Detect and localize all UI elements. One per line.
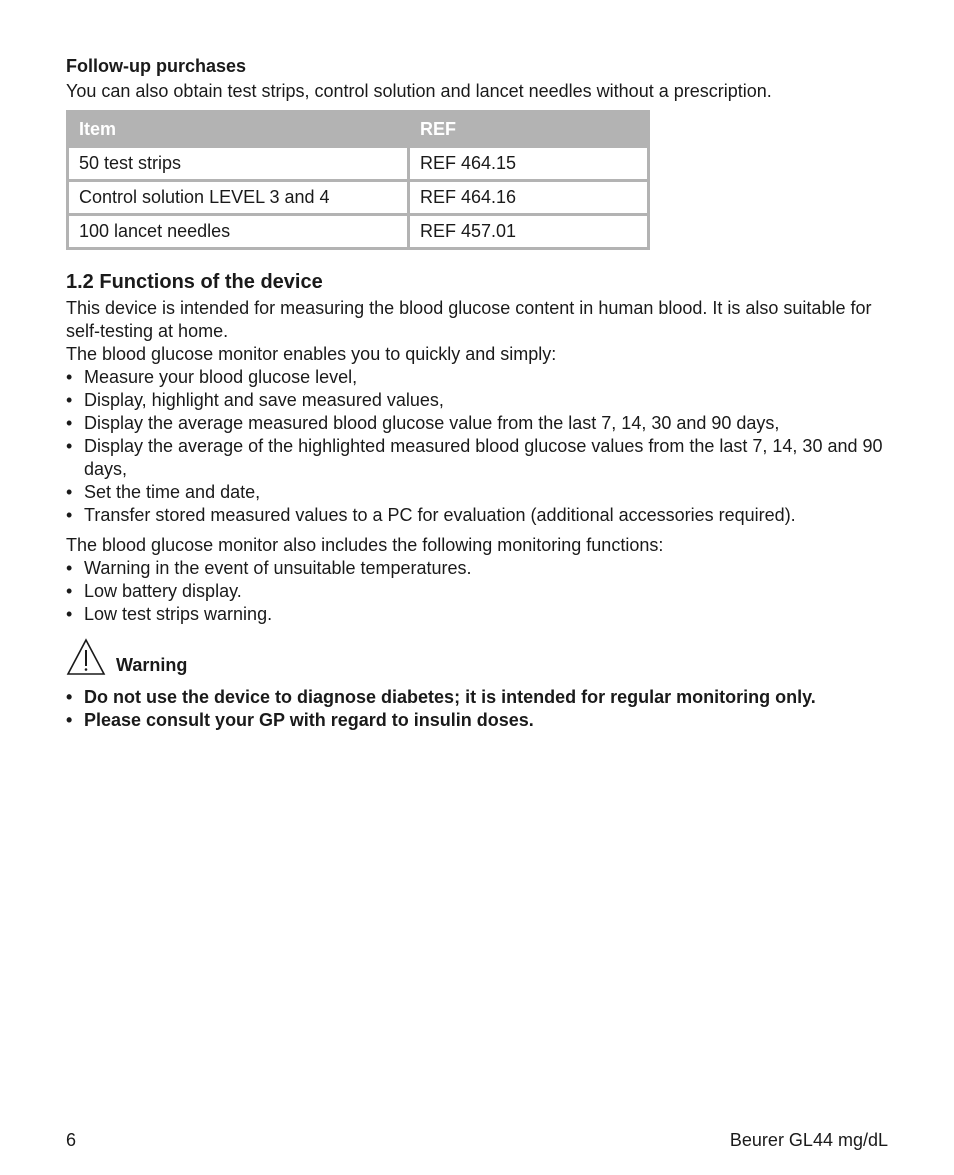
warning-list <box>66 686 896 732</box>
ref-table <box>66 110 650 250</box>
table-row <box>69 182 647 213</box>
list-item: • Transfer stored measured values to a PC for evaluation (additional accessories required). <box>66 505 796 525</box>
list-item: • Please consult your GP with regard to insulin doses. <box>66 710 534 730</box>
bullet: • <box>66 604 73 624</box>
table-cell-item: 100 lancet needles <box>69 216 407 247</box>
table-cell-item: 50 test strips <box>69 148 407 179</box>
functions-paragraph: The blood glucose monitor also includes the following monitoring functions: <box>66 535 664 555</box>
section-heading: 1.2 Functions of the device <box>66 271 323 293</box>
table-cell-ref: REF 464.16 <box>410 182 647 213</box>
table-cell-ref: REF 464.15 <box>410 148 647 179</box>
table-cell-item: Control solution LEVEL 3 and 4 <box>69 182 407 213</box>
functions-list <box>66 366 896 527</box>
list-item: • Low test strips warning. <box>66 604 273 624</box>
warning-triangle-icon <box>66 638 106 676</box>
list-item: • Display the average measured blood glucose value from the last 7, 14, 30 and 90 days, <box>66 413 780 433</box>
bullet: • <box>66 482 73 502</box>
table-row <box>69 148 647 179</box>
list-item: • Display, highlight and save measured values, <box>66 390 444 410</box>
list-item: • Warning in the event of unsuitable temperatures. <box>66 558 472 578</box>
followup-text: You can also obtain test strips, control solution and lancet needles without a prescription. <box>66 81 772 101</box>
followup-heading: Follow-up purchases <box>66 56 247 76</box>
bullet: • <box>66 390 73 410</box>
list-item: • Measure your blood glucose level, <box>66 367 358 387</box>
list-item: • Do not use the device to diagnose diabetes; it is intended for regular monitoring only. <box>66 687 816 707</box>
footer-product-name: Beurer GL44 mg/dL <box>729 1130 888 1150</box>
table-row <box>69 216 647 247</box>
warning-header <box>66 636 896 676</box>
monitoring-list <box>66 557 896 626</box>
functions-paragraph: The blood glucose monitor enables you to quickly and simply: <box>66 344 557 364</box>
warning-title: Warning <box>116 655 188 675</box>
table-header-row <box>69 113 647 145</box>
list-item: • Low battery display. <box>66 581 242 601</box>
page-number: 6 <box>66 1130 77 1150</box>
list-item: • Display the average of the highlighted measured blood glucose values from the last 7, 14, 30 and 90 days, <box>66 436 883 479</box>
column-header-item: Item <box>69 113 407 145</box>
bullet: • <box>66 436 73 456</box>
column-header-ref: REF <box>410 113 647 145</box>
table-cell-ref: REF 457.01 <box>410 216 647 247</box>
page-content <box>66 54 896 732</box>
functions-paragraph: This device is intended for measuring the blood glucose content in human blood. It is also suitable for self-testing at home. <box>66 298 872 341</box>
bullet: • <box>66 505 73 525</box>
list-item: • Set the time and date, <box>66 482 261 502</box>
bullet: • <box>66 687 73 707</box>
bullet: • <box>66 558 73 578</box>
bullet: • <box>66 581 73 601</box>
bullet: • <box>66 413 73 433</box>
bullet: • <box>66 367 73 387</box>
bullet: • <box>66 710 73 730</box>
